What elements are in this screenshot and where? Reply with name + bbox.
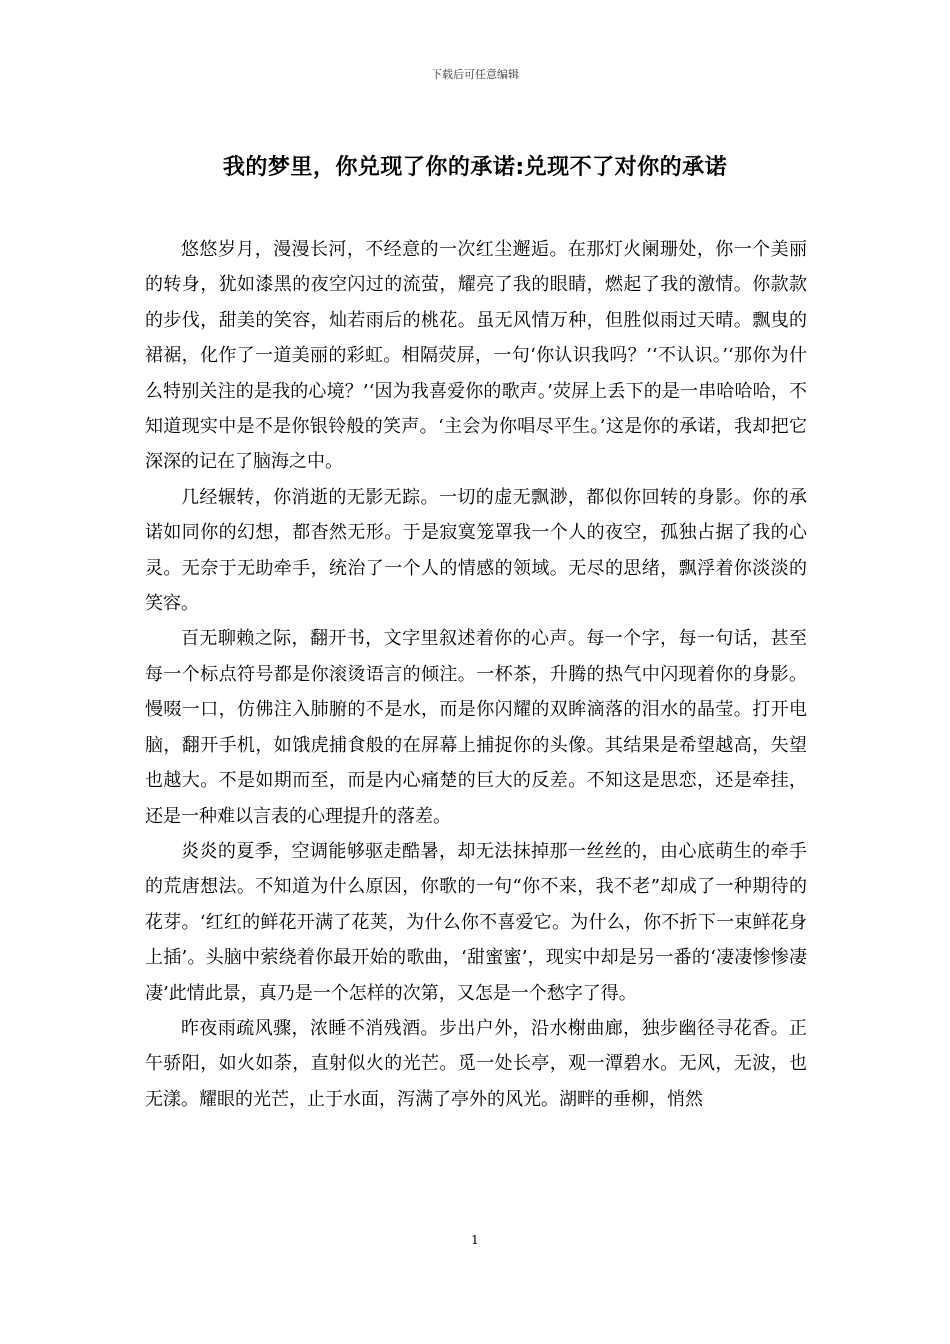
page-number: 1 — [471, 1233, 479, 1247]
paragraph: 炎炎的夏季，空调能够驱走酷暑，却无法抹掉那一丝丝的，由心底萌生的牵手的荒唐想法。不知道为什么原因，你歌的一句“你不来，我不老”却成了一种期待的花芽。‘红红的鲜花开满了花荚，为什么你不喜爱它。为什么，你不折下一束鲜花身上插’。头脑中萦绕着你最开始的歌曲，‘甜蜜蜜’，现实中却是另一番的‘凄凄惨惨凄凄’此情此景，真乃是一个怎样的次第，又怎是一个愁字了得。 — [145, 840, 807, 1004]
paragraph: 昨夜雨疏风骤，浓睡不消残酒。步出户外，沿水榭曲廊，独步幽径寻花香。正午骄阳，如火如荼，直射似火的光芒。觅一处长亭，观一潭碧水。无风，无波，也无漾。耀眼的光芒，止于水面，泻满了亭外的风光。湖畔的垂柳，悄然 — [145, 1017, 807, 1110]
paragraph: 几经辗转，你消逝的无影无踪。一切的虚无飘渺，都似你回转的身影。你的承诺如同你的幻想，都杳然无形。于是寂寞笼罩我一个人的夜空，孤独占据了我的心灵。无奈于无助牵手，统治了一个人的情感的领域。无尽的思绪，飘浮着你淡淡的笑容。 — [145, 486, 807, 615]
paragraph: 百无聊赖之际，翻开书，文字里叙述着你的心声。每一个字，每一句话，甚至每一个标点符号都是你滚烫语言的倾注。一杯茶，升腾的热气中闪现着你的身影。慢啜一口，仿佛注入肺腑的不是水，而是你闪耀的双眸滴落的泪水的晶莹。打开电脑，翻开手机，如饿虎捕食般的在屏幕上捕捉你的头像。其结果是希望越高，失望也越大。不是如期而至，而是内心痛楚的巨大的反差。不知这是思恋，还是牵挂，还是一种难以言表的心理提升的落差。 — [145, 628, 807, 827]
paragraph: 悠悠岁月，漫漫长河，不经意的一次红尘邂逅。在那灯火阑珊处，你一个美丽的转身，犹如漆黑的夜空闪过的流萤，耀亮了我的眼睛，燃起了我的激情。你款款的步伐，甜美的笑容，灿若雨后的桃花。虽无风情万种，但胜似雨过天晴。飘曳的裙裾，化作了一道美丽的彩虹。相隔荧屏，一句‘你认识我吗？’‘不认识。’‘那你为什么特别关注的是我的心境？’‘因为我喜爱你的歌声。’荧屏上丢下的是一串哈哈哈，不知道现实中是不是你银铃般的笑声。‘主会为你唱尽平生。’这是你的承诺，我却把它深深的记在了脑海之中。 — [145, 239, 807, 473]
document-body — [145, 232, 807, 1117]
document-title: 我的梦里，你兑现了你的承诺:兑现不了对你的承诺 — [222, 155, 728, 180]
header-note: 下载后可任意编辑 — [431, 68, 519, 81]
